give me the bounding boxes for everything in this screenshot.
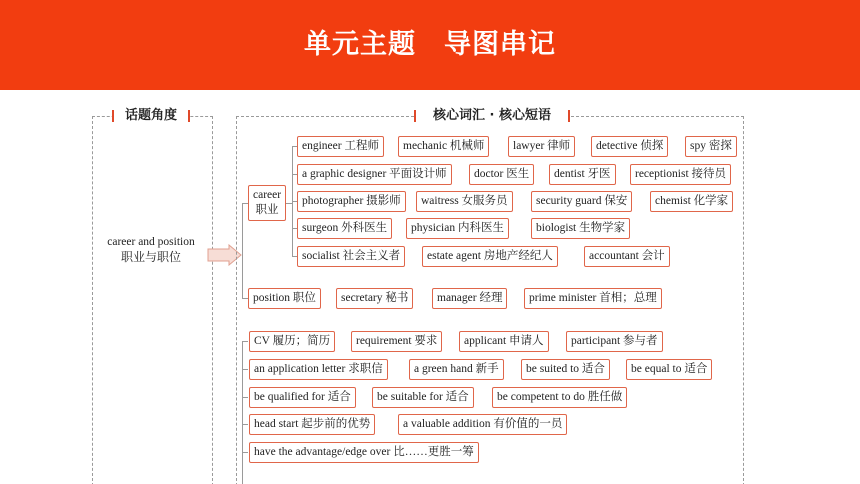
phrase-tag: be qualified for 适合 [249,387,356,408]
word-tag: position 职位 [248,288,321,309]
header-banner [0,0,860,90]
career-branch-connector [285,203,292,204]
phrase-tag: CV 履历；简历 [249,331,335,352]
career-label-english: career [253,189,282,201]
page-title: 单元主题 导图串记 [304,29,556,60]
word-tag: spy 密探 [685,136,737,157]
phrase-tag: head start 起步前的优势 [249,414,375,435]
word-tag: doctor 医生 [469,164,534,185]
word-tag: waitress 女服务员 [416,191,513,212]
word-tag: biologist 生物学家 [531,218,630,239]
topic-block [94,235,208,265]
topic-chinese: 职业与职位 [120,250,181,264]
topic-frame [92,116,213,484]
phrase-tag: requirement 要求 [351,331,442,352]
word-tag: prime minister 首相；总理 [524,288,662,309]
word-tag: manager 经理 [432,288,507,309]
main-connector [242,203,243,298]
tick [242,424,248,425]
tick [242,341,248,342]
phrase-tag: applicant 申请人 [459,331,549,352]
career-label [248,185,286,221]
tick [242,397,248,398]
phrase-tag: be suited to 适合 [521,359,610,380]
phrase-tag: participant 参与者 [566,331,663,352]
word-tag: estate agent 房地产经纪人 [422,246,558,267]
phrase-tag: have the advantage/edge over 比……更胜一筹 [249,442,479,463]
word-tag: surgeon 外科医生 [297,218,392,239]
word-tag: lawyer 律师 [508,136,575,157]
word-tag: socialist 社会主义者 [297,246,405,267]
tick [242,369,248,370]
phrase-tag: a valuable addition 有价值的一员 [398,414,567,435]
phrase-tag: be competent to do 胜任做 [492,387,627,408]
word-tag: receptionist 接待员 [630,164,731,185]
word-tag: dentist 牙医 [549,164,616,185]
phrase-tag: a green hand 新手 [409,359,504,380]
word-tag: secretary 秘书 [336,288,413,309]
word-tag: accountant 会计 [584,246,670,267]
career-label-chinese: 职业 [255,204,279,216]
phrase-tag: be suitable for 适合 [372,387,474,408]
phrase-connector [242,341,243,484]
word-tag: chemist 化学家 [650,191,733,212]
word-tag: detective 侦探 [591,136,668,157]
vocabulary-section-title: 核心词汇 · 核心短语 [415,107,569,125]
word-tag: physician 内科医生 [406,218,509,239]
phrase-tag: be equal to 适合 [626,359,712,380]
word-tag: engineer 工程师 [297,136,384,157]
phrase-tag: an application letter 求职信 [249,359,388,380]
word-tag: mechanic 机械师 [398,136,489,157]
word-tag: a graphic designer 平面设计师 [297,164,452,185]
topic-section-title: 话题角度 [113,107,189,125]
word-tag: security guard 保安 [531,191,632,212]
topic-english: career and position [107,236,195,248]
tick [242,452,248,453]
word-tag: photographer 摄影师 [297,191,406,212]
